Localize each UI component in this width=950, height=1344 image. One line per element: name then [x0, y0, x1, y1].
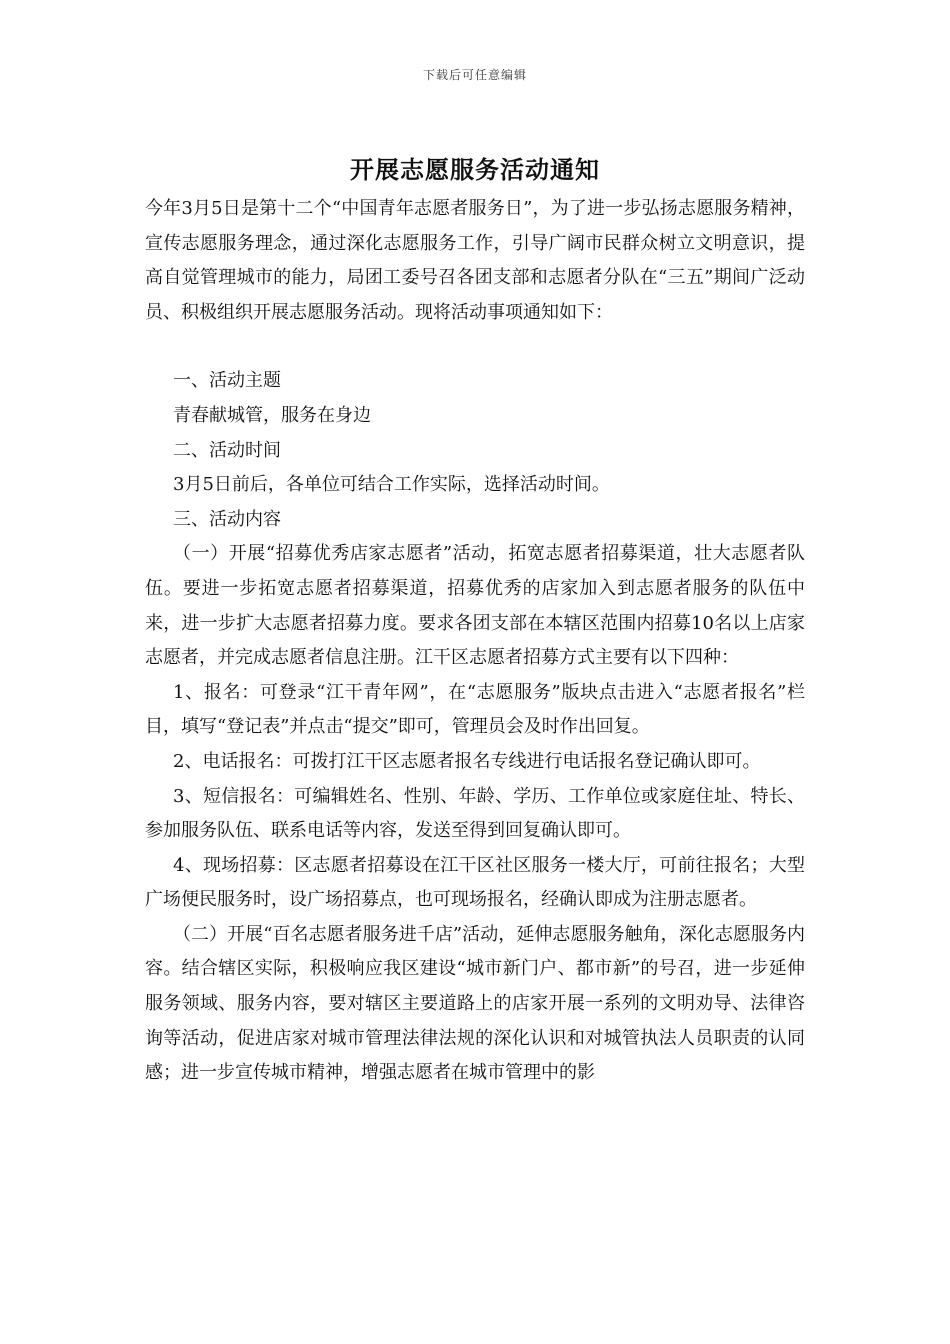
section-heading-theme: 一、活动主题 [173, 370, 281, 392]
method-1: 1、报名：可登录“江干青年网”，在“志愿服务”版块点击进入“志愿者报名”栏目，填写“登记表”并点击“提交”即可，管理员会及时作出回复。 [145, 681, 805, 738]
content-item-1: （一）开展“招募优秀店家志愿者”活动，拓宽志愿者招募渠道，壮大志愿者队伍。要进一步拓宽志愿者招募渠道，招募优秀的店家加入到志愿者服务的队伍中来，进一步扩大志愿者招募力度。要求各团支部在本辖区范围内招募10名以上店家志愿者，并完成志愿者信息注册。江干区志愿者招募方式主要有以下四种： [145, 543, 805, 669]
paragraph-gap [145, 330, 805, 364]
method-4: 4、现场招募：区志愿者招募设在江干区社区服务一楼大厅，可前往报名；大型广场便民服务时，设广场招募点，也可现场报名，经确认即成为注册志愿者。 [145, 854, 805, 911]
theme-text: 青春献城管，服务在身边 [173, 404, 371, 426]
document-title: 开展志愿服务活动通知 [350, 155, 600, 184]
time-text: 3月5日前后，各单位可结合工作实际，选择活动时间。 [173, 474, 610, 496]
method-3: 3、短信报名：可编辑姓名、性别、年龄、学历、工作单位或家庭住址、特长、参加服务队伍、联系电话等内容，发送至得到回复确认即可。 [145, 785, 805, 842]
method-2: 2、电话报名：可拨打江干区志愿者报名专线进行电话报名登记确认即可。 [173, 750, 761, 772]
document-body [145, 192, 805, 1091]
intro-paragraph: 今年3月5日是第十二个“中国青年志愿者服务日”，为了进一步弘扬志愿服务精神，宣传志愿服务理念，通过深化志愿服务工作，引导广阔市民群众树立文明意识，提高自觉管理城市的能力，局团工委号召各团支部和志愿者分队在“三五”期间广泛动员、积极组织开展志愿服务活动。现将活动事项通知如下： [145, 198, 805, 323]
section-heading-content: 三、活动内容 [173, 508, 281, 530]
content-item-2: （二）开展“百名志愿者服务进千店”活动，延伸志愿服务触角，深化志愿服务内容。结合辖区实际，积极响应我区建设“城市新门户、都市新”的号召，进一步延伸服务领域、服务内容，要对辖区主要道路上的店家开展一系列的文明劝导、法律咨询等活动，促进店家对城市管理法律法规的深化认识和对城管执法人员职责的认同感；进一步宣传城市精神，增强志愿者在城市管理中的影 [145, 923, 805, 1084]
header-note: 下载后可任意编辑 [422, 68, 527, 82]
section-heading-time: 二、活动时间 [173, 439, 281, 461]
